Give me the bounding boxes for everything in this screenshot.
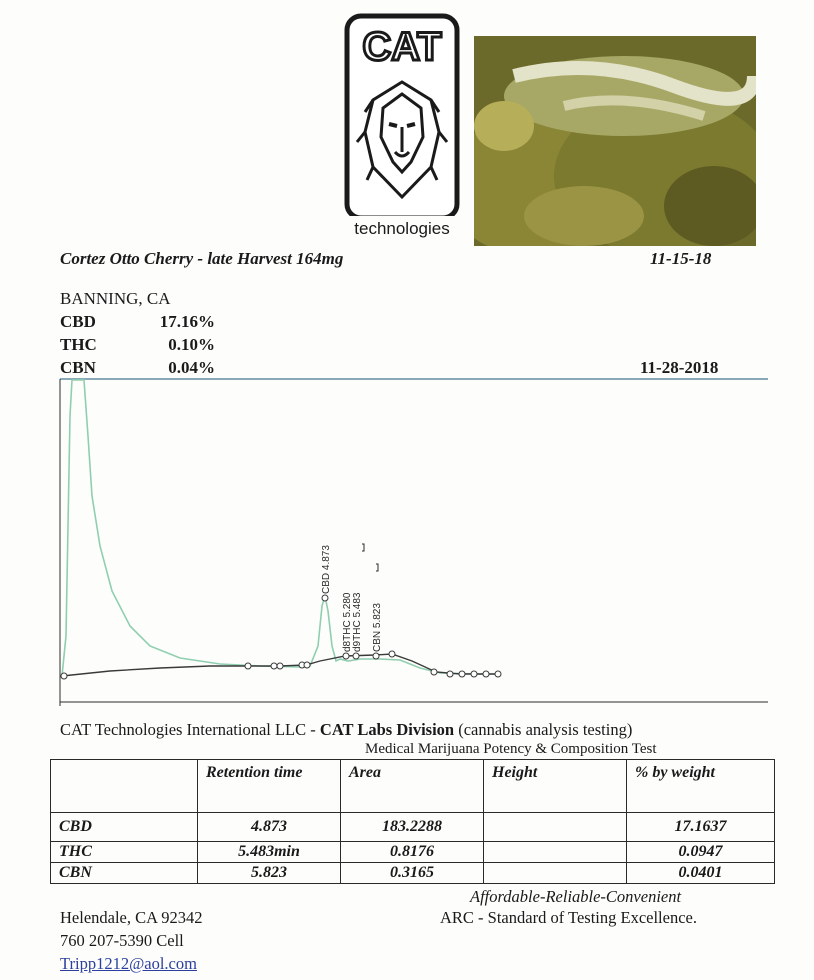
chromatogram xyxy=(0,376,814,706)
summary-cbn-value: 0.04% xyxy=(168,358,215,377)
peak-marker xyxy=(431,669,437,675)
company-division-note: (cannabis analysis testing) xyxy=(454,720,633,739)
cell-compound: CBD xyxy=(51,813,198,842)
peak-label-d8thc: d8THC 5.280 xyxy=(342,592,353,652)
peak-label-cbd: CBD 4.873 xyxy=(321,545,332,594)
cell-retention: 5.823 xyxy=(198,863,341,884)
table-row xyxy=(51,842,775,863)
company-division: CAT Labs Division xyxy=(319,720,455,739)
peak-markers xyxy=(61,595,501,679)
product-name: Cortez Otto Cherry - late Harvest 164mg xyxy=(60,249,344,268)
logo-subtitle: technologies xyxy=(354,219,450,238)
cat-technologies-logo xyxy=(343,12,461,240)
logo-brand: CAT xyxy=(362,25,442,69)
cell-height xyxy=(484,863,627,884)
peak-marker xyxy=(483,671,489,677)
summary-cbd-label: CBD xyxy=(60,312,96,331)
bracket-marks xyxy=(362,544,378,571)
table-header-height: Height xyxy=(484,760,627,813)
cell-height xyxy=(484,842,627,863)
table-header-weight: % by weight xyxy=(627,760,775,813)
cell-compound: CBN xyxy=(51,863,198,884)
peak-marker xyxy=(471,671,477,677)
chromatogram-signal xyxy=(62,380,500,676)
peak-marker xyxy=(271,663,277,669)
peak-marker xyxy=(447,671,453,677)
table-header-blank xyxy=(51,760,198,813)
table-row xyxy=(51,813,775,842)
peak-marker xyxy=(495,671,501,677)
summary-thc-value: 0.10% xyxy=(168,335,215,354)
cell-weight: 0.0947 xyxy=(627,842,775,863)
cell-weight: 17.1637 xyxy=(627,813,775,842)
cell-weight: 0.0401 xyxy=(627,863,775,884)
arc-slogan: ARC - Standard of Testing Excellence. xyxy=(440,908,697,927)
location: BANNING, CA xyxy=(60,289,171,308)
sample-date: 11-15-18 xyxy=(650,249,712,268)
product-photo xyxy=(474,36,756,246)
summary-cbd-value: 17.16% xyxy=(159,312,215,331)
peak-marker xyxy=(459,671,465,677)
cell-compound: THC xyxy=(51,842,198,863)
peak-label-d9thc: d9THC 5.483 xyxy=(352,592,363,652)
company-line xyxy=(60,720,632,740)
peak-marker xyxy=(304,662,310,668)
cell-area: 0.8176 xyxy=(341,842,484,863)
table-header-retention: Retention time xyxy=(198,760,341,813)
table-row xyxy=(51,863,775,884)
tagline: Affordable-Reliable-Convenient xyxy=(470,887,682,906)
peak-marker xyxy=(373,653,379,659)
company-name: CAT Technologies International LLC - xyxy=(60,720,320,739)
peak-marker xyxy=(343,653,349,659)
email-link[interactable]: Tripp1212@aol.com xyxy=(60,954,197,973)
table-header-area: Area xyxy=(341,760,484,813)
peak-marker xyxy=(277,663,283,669)
summary-cbn-label: CBN xyxy=(60,358,96,377)
cell-retention: 5.483min xyxy=(198,842,341,863)
cell-height xyxy=(484,813,627,842)
summary-thc-label: THC xyxy=(60,335,97,354)
cell-area: 183.2288 xyxy=(341,813,484,842)
table-header-row xyxy=(51,760,775,813)
peak-marker xyxy=(61,673,67,679)
phone: 760 207-5390 Cell xyxy=(60,931,184,950)
peak-marker xyxy=(389,651,395,657)
cell-area: 0.3165 xyxy=(341,863,484,884)
report-date: 11-28-2018 xyxy=(640,358,719,377)
results-table xyxy=(50,759,775,884)
test-title: Medical Marijuana Potency & Composition Test xyxy=(365,741,657,757)
peak-marker xyxy=(353,653,359,659)
peak-marker xyxy=(322,595,328,601)
peak-label-cbn: CBN 5.823 xyxy=(372,603,383,652)
cell-retention: 4.873 xyxy=(198,813,341,842)
address: Helendale, CA 92342 xyxy=(60,908,203,927)
peak-marker xyxy=(245,663,251,669)
